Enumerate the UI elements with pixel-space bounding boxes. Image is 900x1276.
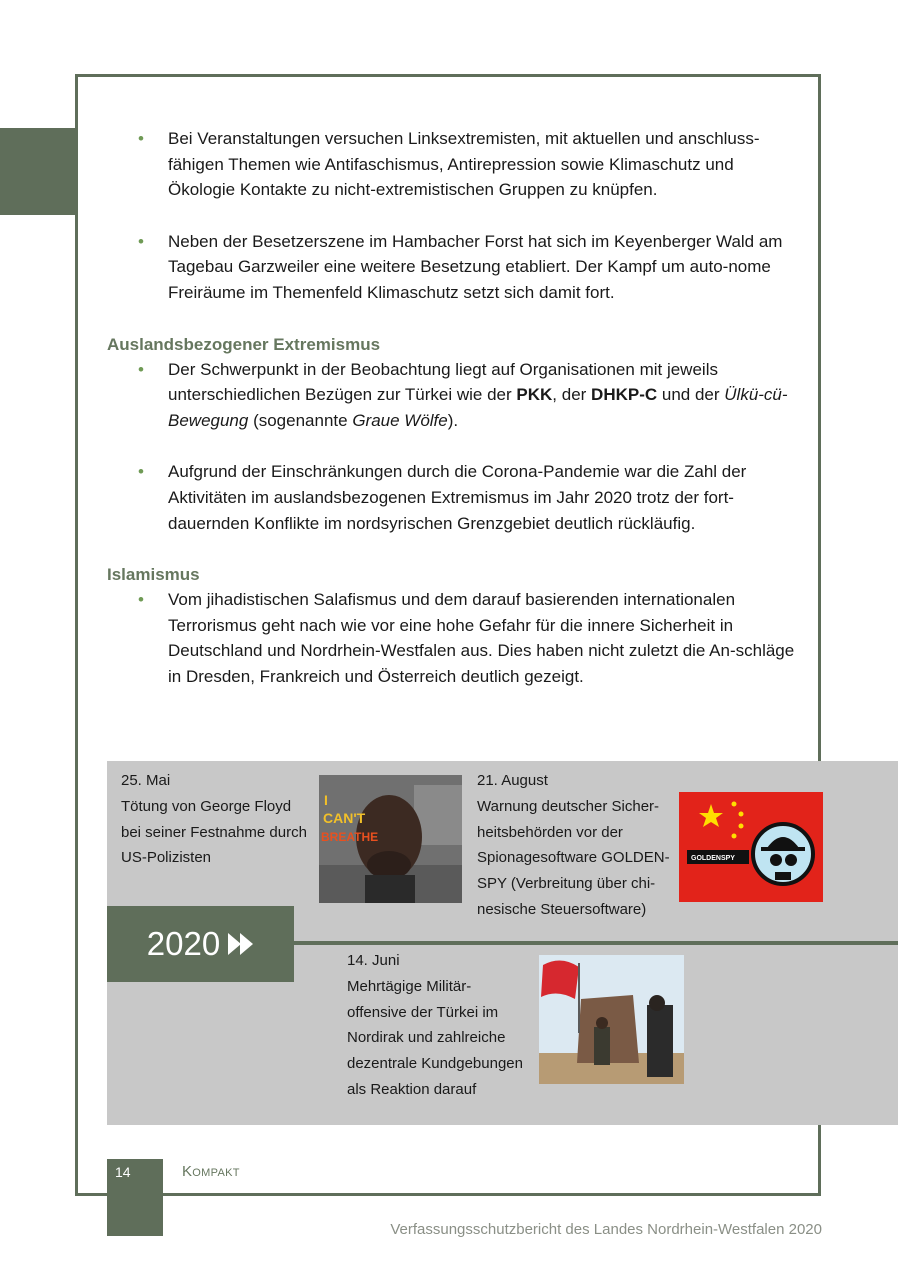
- svg-text:BREATHE: BREATHE: [321, 830, 379, 844]
- timeline-line: [294, 941, 898, 945]
- publication-footer: Verfassungsschutzbericht des Landes Nordrhein-Westfalen 2020: [390, 1221, 822, 1238]
- section2-list: [107, 357, 797, 537]
- list-item: • Der Schwerpunkt in der Beobachtung liegt auf Organisationen mit jeweils unterschiedlichen Bezügen zur Türkei wie der PKK, der DHKP-C und der Ülkü-cü-Bewegung (sogenannte Graue Wölfe).: [107, 357, 797, 434]
- event-line: Nordirak und zahlreiche: [347, 1029, 506, 1047]
- org-graue-woelfe: Graue Wölfe: [352, 410, 448, 430]
- section3-list: [107, 587, 797, 689]
- event-date: 14. Juni: [347, 952, 400, 969]
- event-date: 21. August: [477, 772, 548, 789]
- list-item: • Vom jihadistischen Salafismus und dem darauf basierenden internationalen Terrorismus geht nach wie vor eine hohe Gefahr für die innere Sicherheit in Deutschland und Nordrhein-Westfalen aus. Dies haben nicht zuletzt die An-schläge in Dresden, Frankreich und Österreich deutlich gezeigt.: [107, 587, 797, 689]
- timeline-panel: [107, 761, 898, 1125]
- event-line: Warnung deutscher Sicher-: [477, 797, 660, 815]
- svg-text:I: I: [324, 792, 328, 808]
- military-image: [539, 955, 684, 1084]
- event-line: Spionagesoftware GOLDEN-: [477, 849, 670, 867]
- event-may: [121, 768, 321, 871]
- event-june: [347, 948, 542, 1103]
- side-tab: [0, 128, 76, 215]
- event-line: US-Polizisten: [121, 849, 212, 867]
- org-uelkuecue: Ülkü-cü-Bewegung: [168, 385, 788, 430]
- page-number: 14: [115, 1164, 131, 1180]
- event-line: offensive der Türkei im: [347, 1003, 499, 1021]
- event-line: dezentrale Kundgebungen: [347, 1055, 523, 1073]
- section1-list: [107, 126, 797, 306]
- main-content: [107, 126, 797, 716]
- svg-text:GOLDENSPY: GOLDENSPY: [691, 855, 735, 862]
- goldenspy-image: [679, 792, 823, 902]
- photo-george-floyd-mural: [319, 775, 462, 903]
- section-heading: Auslandsbezogener Extremismus: [107, 334, 381, 354]
- event-line: heitsbehörden vor der: [477, 823, 623, 841]
- org-dhkp-c: DHKP-C: [591, 385, 658, 405]
- year-label: [107, 906, 294, 982]
- fast-forward-icon: [228, 933, 254, 955]
- event-line: Tötung von George Floyd: [121, 797, 292, 815]
- event-line: bei seiner Festnahme durch: [121, 823, 307, 841]
- event-date: 25. Mai: [121, 772, 171, 789]
- list-item: • Bei Veranstaltungen versuchen Linksextremisten, mit aktuellen und anschluss-fähigen Themen wie Antifaschismus, Antirepression sowie Klimaschutz und Ökologie Kontakte zu nicht-extremistischen Gruppen zu knüpfen.: [107, 126, 797, 203]
- event-line: Mehrtägige Militär-: [347, 977, 472, 995]
- event-line: SPY (Verbreitung über chi-: [477, 875, 656, 893]
- photo-military: [539, 955, 684, 1084]
- org-pkk: PKK: [516, 385, 553, 405]
- svg-text:CAN'T: CAN'T: [323, 810, 366, 826]
- year-text: 2020: [146, 925, 221, 962]
- list-item: • Neben der Besetzerszene im Hambacher Forst hat sich im Keyenberger Wald am Tagebau Garzweiler eine weitere Besetzung etabliert. Der Kampf um auto-nome Freiräume im Themenfeld Klimaschutz setzt sich damit fort.: [107, 229, 797, 306]
- photo-goldenspy: [679, 792, 823, 902]
- section-heading: Islamismus: [107, 565, 200, 585]
- event-line: nesische Steuersoftware): [477, 900, 647, 918]
- event-line: als Reaktion darauf: [347, 1080, 477, 1098]
- event-august: [477, 768, 682, 923]
- mural-image: [319, 775, 462, 903]
- list-item: • Aufgrund der Einschränkungen durch die Corona-Pandemie war die Zahl der Aktivitäten im auslandsbezogenen Extremismus im Jahr 2020 trotz der fort-dauernden Konflikte im nordsyrischen Grenzgebiet deutlich rückläufig.: [107, 459, 797, 536]
- running-title: Kompakt: [182, 1163, 240, 1180]
